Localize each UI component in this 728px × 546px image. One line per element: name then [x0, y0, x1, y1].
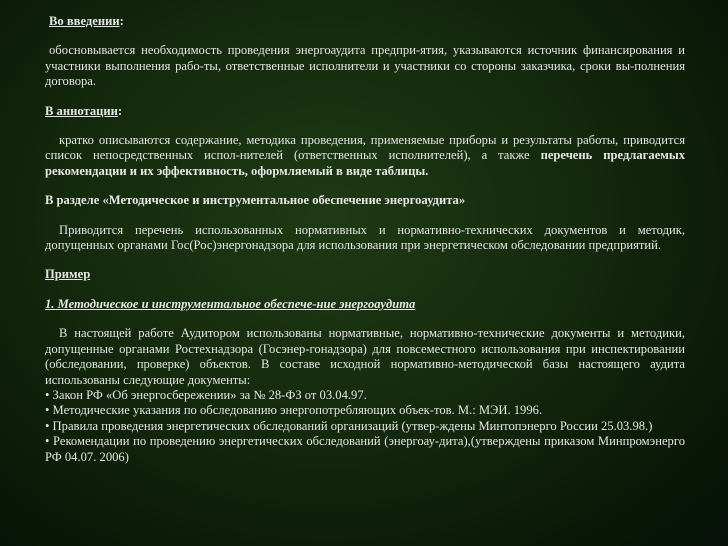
- intro-heading-line: [45, 14, 685, 29]
- example-subheading: 1. Методическое и инструментальное обеспече-ние энергоаудита: [45, 296, 416, 311]
- section-paragraph: Приводится перечень использованных нормативных и нормативно-технических документов и методик, допущенных органами Гос(Рос)энергонадзора для использования при энергетическом обследовании предприятий.: [45, 222, 685, 253]
- example-label: Пример: [45, 267, 91, 282]
- annotation-heading-colon: :: [117, 103, 123, 118]
- document-item: • Методические указания по обследованию энергопотребляющих объек-тов. М.: МЭИ. 1996.: [45, 403, 543, 418]
- section-heading: В разделе «Методическое и инструментальное обеспечение энергоаудита»: [45, 193, 466, 208]
- document-item: • Правила проведения энергетических обследований организаций (утвер-ждены Минтопэнерго России 25.03.98.): [45, 418, 653, 433]
- intro-paragraph: обосновывается необходимость проведения энергоаудита предпри-ятия, указываются источник финансирования и участники выполнения рабо-ты, ответственные исполнители и участники со стороны заказчика, сроки вы-полнения договора.: [45, 43, 685, 89]
- document-item: • Рекомендации по проведению энергетических обследований (энергоау-дита),(утверждены приказом Минпромэнерго РФ 04.07. 2006): [45, 434, 685, 464]
- annotation-text: кратко описываются содержание, методика проведения, применяемые приборы и результаты работы, приводится список непосредственных испол-нителей (ответственных исполнителей), а также: [45, 133, 685, 163]
- slide-text-body: [45, 14, 685, 465]
- intro-heading: Во введении: [49, 14, 120, 28]
- annotation-paragraph: [45, 133, 685, 179]
- intro-heading-colon: :: [119, 14, 124, 28]
- example-paragraph: В настоящей работе Аудитором использованы нормативные, нормативно-технические документы и методики, допущенные органами Ростехнадзора (Госэнер-гонадзора) для повсеместного использования при инспектировании (обследовании, проверке) объектов. В составе исходной нормативно-методической базы настоящего аудита использованы следующие документы:: [45, 326, 685, 387]
- annotation-heading-line: [45, 104, 685, 119]
- document-item: • Закон РФ «Об энергосбережении» за № 28-ФЗ от 03.04.97.: [45, 387, 367, 402]
- annotation-heading: В аннотации: [45, 103, 118, 118]
- annotation-text-bold: перечень предлагаемых рекомендации и их эффективность, оформляемый в виде таблицы.: [45, 148, 685, 178]
